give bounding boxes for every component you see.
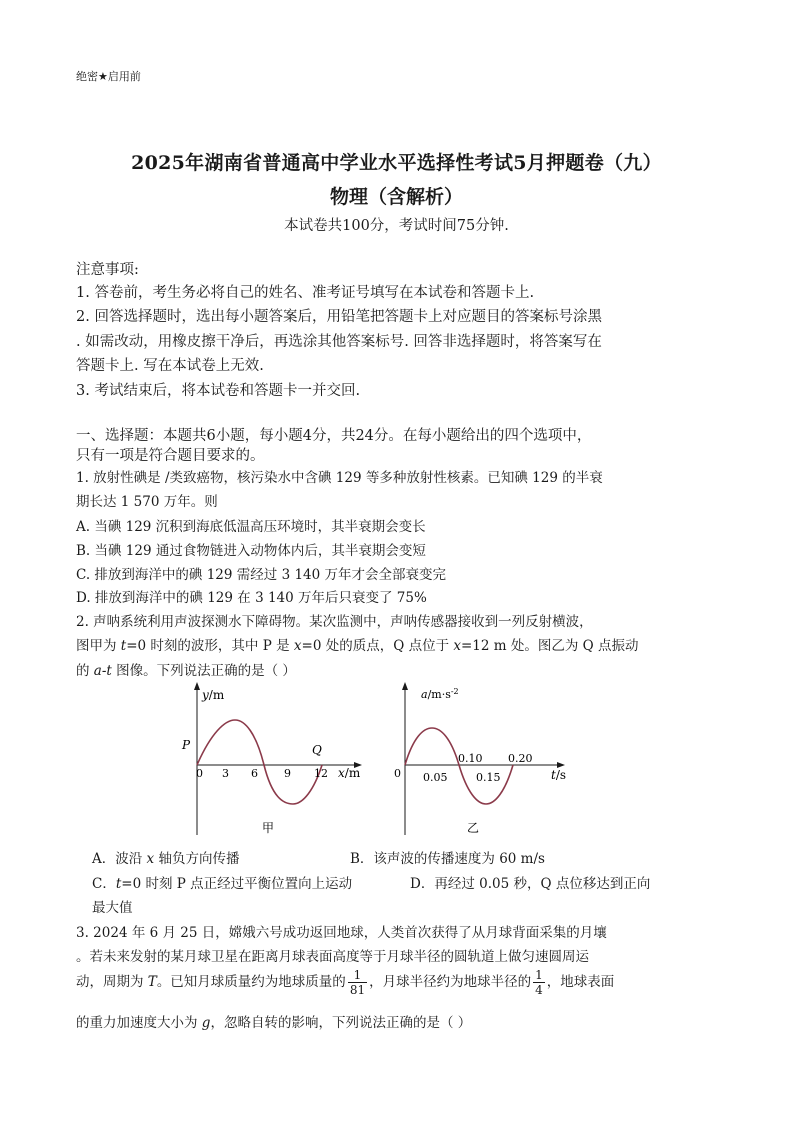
tick-label-3: 3 [222, 767, 229, 780]
a-axis-arrow [402, 682, 408, 690]
question-3-stem-line-2: 。若未来发射的某月球卫星在距离月球表面高度等于月球半径的圆轨道上做匀速圆周运 [76, 949, 589, 965]
question-3-stem-line-1: 3. 2024 年 6 月 25 日，嫦娥六号成功返回地球，人类首次获得了从月球背面采集的月壤 [76, 925, 607, 941]
question-2-stem-line-1: 2. 声呐系统利用声波探测水下障碍物。某次监测中，声呐传感器接收到一列反射横波， [76, 614, 593, 630]
exam-title: 2025年湖南省普通高中学业水平选择性考试5月押题卷（九） [131, 152, 662, 174]
question-1-option-a: A. 当碘 129 沉积到海底低温高压环境时，其半衰期会变长 [76, 519, 426, 535]
acceleration-curve [405, 728, 513, 804]
question-1-option-d: D. 排放到海洋中的碘 129 在 3 140 万年后只衰变了 75% [76, 590, 427, 606]
notice-item-3: 3. 考试结束后，将本试卷和答题卡一并交回. [76, 383, 361, 399]
t-tick-0-15: 0.15 [476, 771, 501, 784]
question-2-stem-line-3: 的 a-t 图像。下列说法正确的是（ ） [76, 663, 296, 679]
notice-heading: 注意事项: [76, 262, 139, 278]
t-tick-0: 0 [394, 767, 401, 780]
point-q-label: Q [312, 743, 322, 757]
exam-subject-title: 物理（含解析） [329, 186, 463, 208]
question-2-option-d-line-1: D．再经过 0.05 秒，Q 点位移达到正向 [410, 876, 651, 892]
confidential-mark: 绝密★启用前 [76, 70, 141, 83]
t-tick-0-20: 0.20 [508, 752, 533, 765]
question-2-stem-line-2: 图甲为 t=0 时刻的波形，其中 P 是 x=0 处的质点，Q 点位于 x=12 m 处。图乙为 Q 点振动 [76, 638, 639, 654]
t-tick-0-05: 0.05 [423, 771, 448, 784]
notice-item-2-line-1: 2. 回答选择题时，选出每小题答案后，用铅笔把答题卡上对应题目的答案标号涂黑 [76, 309, 602, 325]
y-axis-arrow [194, 682, 200, 690]
question-3-stem-line-3: 动，周期为 T。已知月球质量约为地球质量的 $\frac{1}{81}$ ，月球半径约为地球半径的 $\frac{1}{4}$ ，地球表面 [76, 968, 615, 997]
section-heading-line-1: 一、选择题：本题共6小题，每小题4分，共24分。在每小题给出的四个选项中， [76, 428, 592, 444]
section-heading-line-2: 只有一项是符合题目要求的。 [76, 448, 265, 464]
t-tick-0-10: 0.10 [458, 752, 483, 765]
graph-caption-yi: 乙 [467, 821, 480, 835]
notice-item-1: 1. 答卷前，考生务必将自己的姓名、准考证号填写在本试卷和答题卡上. [76, 285, 535, 301]
notice-item-2-line-3: 答题卡上. 写在本试卷上无效. [76, 358, 264, 374]
x-axis-label: x/m [338, 766, 361, 780]
tick-label-12: 12 [314, 767, 328, 780]
question-3-stem-line-4: 的重力加速度大小为 g，忽略自转的影响，下列说法正确的是（ ） [76, 1015, 472, 1031]
question-1-stem-line-1: 1. 放射性碘是 /类致癌物，核污染水中含碘 129 等多种放射性核素。已知碘 129 的半衰 [76, 470, 603, 486]
point-p-label: P [182, 738, 191, 752]
question-2-option-b: B．该声波的传播速度为 60 m/s [350, 851, 545, 867]
y-axis-label: y/m [202, 688, 225, 702]
question-2-option-c: C．t=0 时刻 P 点正经过平衡位置向上运动 [92, 876, 353, 892]
a-axis-label: $a/m\cdot s^{-2}$ [421, 687, 459, 701]
fraction-moon-mass: $\frac{1}{81}$ [349, 968, 366, 997]
question-1-stem-line-2: 期长达 1 570 万年。则 [76, 494, 218, 510]
acceleration-graph-yi [385, 680, 575, 840]
question-2-option-a: A．波沿 x 轴负方向传播 [92, 851, 240, 867]
tick-label-6: 6 [251, 767, 258, 780]
fraction-moon-radius: $\frac{1}{4}$ [535, 968, 543, 997]
question-2-option-d-line-2: 最大值 [92, 900, 133, 916]
question-1-option-b: B. 当碘 129 通过食物链进入动物体内后，其半衰期会变短 [76, 543, 426, 559]
wave-curve [197, 720, 322, 804]
graph-caption-jia: 甲 [262, 821, 275, 835]
tick-label-0: 0 [196, 767, 203, 780]
exam-info: 本试卷共100分，考试时间75分钟. [284, 218, 509, 234]
question-1-option-c: C. 排放到海洋中的碘 129 需经过 3 140 万年才会全部衰变完 [76, 567, 447, 583]
notice-item-2-line-2: . 如需改动，用橡皮擦干净后，再选涂其他答案标号. 回答非选择题时，将答案写在 [76, 334, 602, 350]
wave-graph-jia [178, 680, 368, 840]
t-axis-label: t/s [551, 768, 567, 782]
tick-label-9: 9 [284, 767, 291, 780]
